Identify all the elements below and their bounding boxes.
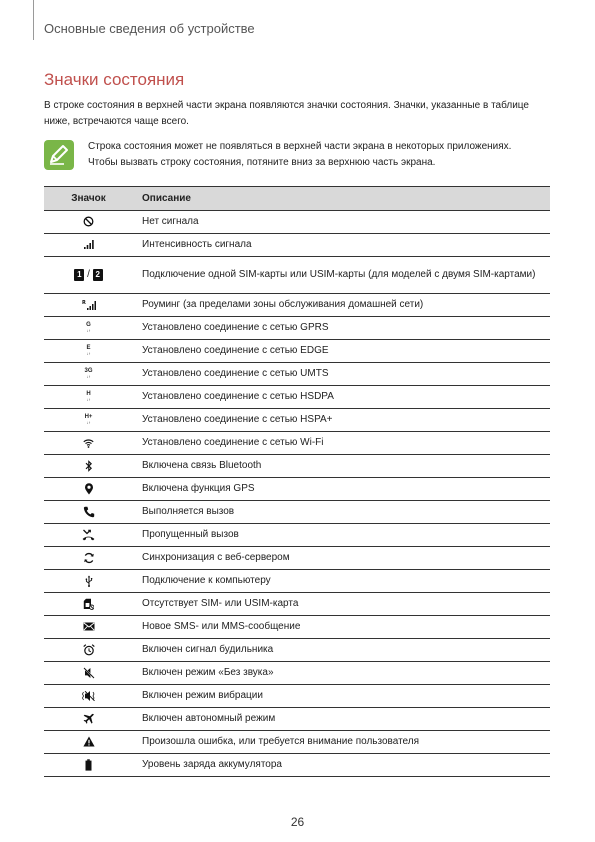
alarm-icon bbox=[83, 644, 95, 656]
sim-separator: / bbox=[87, 269, 90, 280]
row-description: Установлено соединение с сетью HSDPA bbox=[133, 386, 550, 409]
column-header-description: Описание bbox=[133, 187, 550, 211]
running-header: Основные сведения об устройстве bbox=[44, 21, 255, 36]
note-text bbox=[88, 139, 553, 171]
note-line-2: Чтобы вызвать строку состояния, потяните вниз за верхнюю часть экрана. bbox=[88, 157, 436, 168]
table-row bbox=[44, 409, 550, 432]
row-description: Включена связь Bluetooth bbox=[133, 455, 550, 478]
table-row bbox=[44, 386, 550, 409]
row-description: Установлено соединение с сетью Wi-Fi bbox=[133, 432, 550, 455]
gprs-glyph: G bbox=[86, 322, 91, 328]
table-row bbox=[44, 616, 550, 639]
table-row bbox=[44, 501, 550, 524]
status-icons-table bbox=[44, 186, 550, 777]
table-row bbox=[44, 363, 550, 386]
hspa-plus-arrows: ↓↑ bbox=[86, 420, 91, 425]
gprs-icon bbox=[86, 322, 91, 334]
sim-1-2-icon bbox=[74, 269, 102, 281]
note-line-1: Строка состояния может не появляться в верхней части экрана в некоторых приложениях. bbox=[88, 141, 512, 152]
row-description: Подключение одной SIM-карты или USIM-карты (для моделей с двумя SIM-картами) bbox=[133, 257, 550, 294]
sync-icon bbox=[83, 552, 95, 564]
intro-paragraph: В строке состояния в верхней части экрана появляются значки состояния. Значки, указанные в таблице ниже, встречаются чаще всего. bbox=[44, 100, 529, 127]
gprs-arrows: ↓↑ bbox=[86, 328, 91, 333]
edge-arrows: ↓↑ bbox=[86, 351, 91, 356]
table-header-row bbox=[44, 187, 550, 211]
table-row bbox=[44, 234, 550, 257]
umts-icon bbox=[84, 368, 92, 380]
message-icon bbox=[83, 622, 95, 631]
table-row bbox=[44, 731, 550, 754]
umts-glyph: 3G bbox=[84, 368, 93, 374]
table-row bbox=[44, 685, 550, 708]
row-description: Отсутствует SIM- или USIM-карта bbox=[133, 593, 550, 616]
hspa-plus-glyph: H+ bbox=[84, 414, 93, 420]
row-description: Выполняется вызов bbox=[133, 501, 550, 524]
table-row bbox=[44, 570, 550, 593]
row-description: Роуминг (за пределами зоны обслуживания домашней сети) bbox=[133, 294, 550, 317]
row-description: Нет сигнала bbox=[133, 211, 550, 234]
table-row bbox=[44, 317, 550, 340]
row-description: Включен автономный режим bbox=[133, 708, 550, 731]
row-description: Синхронизация с веб-сервером bbox=[133, 547, 550, 570]
note-pencil-icon bbox=[44, 140, 74, 170]
row-description: Включена функция GPS bbox=[133, 478, 550, 501]
section-title: Значки состояния bbox=[44, 70, 185, 89]
vibrate-icon bbox=[82, 690, 96, 702]
gps-icon bbox=[84, 483, 94, 495]
airplane-icon bbox=[83, 713, 95, 725]
table-row bbox=[44, 547, 550, 570]
sim-1-label: 1 bbox=[74, 269, 84, 281]
row-description: Включен режим вибрации bbox=[133, 685, 550, 708]
row-description: Включен сигнал будильника bbox=[133, 639, 550, 662]
table-row bbox=[44, 455, 550, 478]
roaming-glyph: R bbox=[81, 300, 86, 307]
battery-icon bbox=[85, 759, 92, 771]
row-description: Установлено соединение с сетью GPRS bbox=[133, 317, 550, 340]
row-description: Подключение к компьютеру bbox=[133, 570, 550, 593]
row-description: Установлено соединение с сетью HSPA+ bbox=[133, 409, 550, 432]
header-rule bbox=[33, 0, 34, 40]
edge-glyph: E bbox=[86, 345, 91, 351]
hsdpa-icon bbox=[86, 391, 90, 403]
umts-arrows: ↓↑ bbox=[86, 374, 91, 379]
row-description: Включен режим «Без звука» bbox=[133, 662, 550, 685]
hspa-plus-icon bbox=[85, 414, 93, 426]
table-row bbox=[44, 211, 550, 234]
no-sim-icon bbox=[83, 598, 94, 610]
row-description: Интенсивность сигнала bbox=[133, 234, 550, 257]
table-row bbox=[44, 593, 550, 616]
table-row bbox=[44, 662, 550, 685]
column-header-icon: Значок bbox=[44, 187, 133, 211]
table-row bbox=[44, 432, 550, 455]
row-description: Уровень заряда аккумулятора bbox=[133, 754, 550, 777]
hsdpa-glyph: H bbox=[86, 391, 91, 397]
table-row bbox=[44, 478, 550, 501]
no-signal-icon bbox=[83, 216, 94, 227]
wifi-icon bbox=[83, 438, 94, 448]
warning-icon bbox=[83, 736, 95, 747]
table-row bbox=[44, 524, 550, 547]
row-description: Пропущенный вызов bbox=[133, 524, 550, 547]
row-description: Установлено соединение с сетью UMTS bbox=[133, 363, 550, 386]
table-row bbox=[44, 708, 550, 731]
sim-2-label: 2 bbox=[93, 269, 103, 281]
bluetooth-icon bbox=[85, 460, 93, 472]
table-row bbox=[44, 340, 550, 363]
row-description: Установлено соединение с сетью EDGE bbox=[133, 340, 550, 363]
table-row bbox=[44, 257, 550, 294]
edge-icon bbox=[86, 345, 90, 357]
hsdpa-arrows: ↓↑ bbox=[86, 397, 91, 402]
row-description: Произошла ошибка, или требуется внимание пользователя bbox=[133, 731, 550, 754]
mute-icon bbox=[83, 667, 95, 679]
table-row bbox=[44, 639, 550, 662]
table-row bbox=[44, 754, 550, 777]
row-description: Новое SMS- или MMS-сообщение bbox=[133, 616, 550, 639]
roaming-icon bbox=[82, 299, 96, 310]
table-row bbox=[44, 294, 550, 317]
page-number: 26 bbox=[290, 815, 305, 829]
missed-call-icon bbox=[82, 529, 95, 541]
signal-strength-icon bbox=[84, 240, 94, 249]
usb-icon bbox=[85, 575, 93, 587]
call-icon bbox=[83, 506, 95, 518]
